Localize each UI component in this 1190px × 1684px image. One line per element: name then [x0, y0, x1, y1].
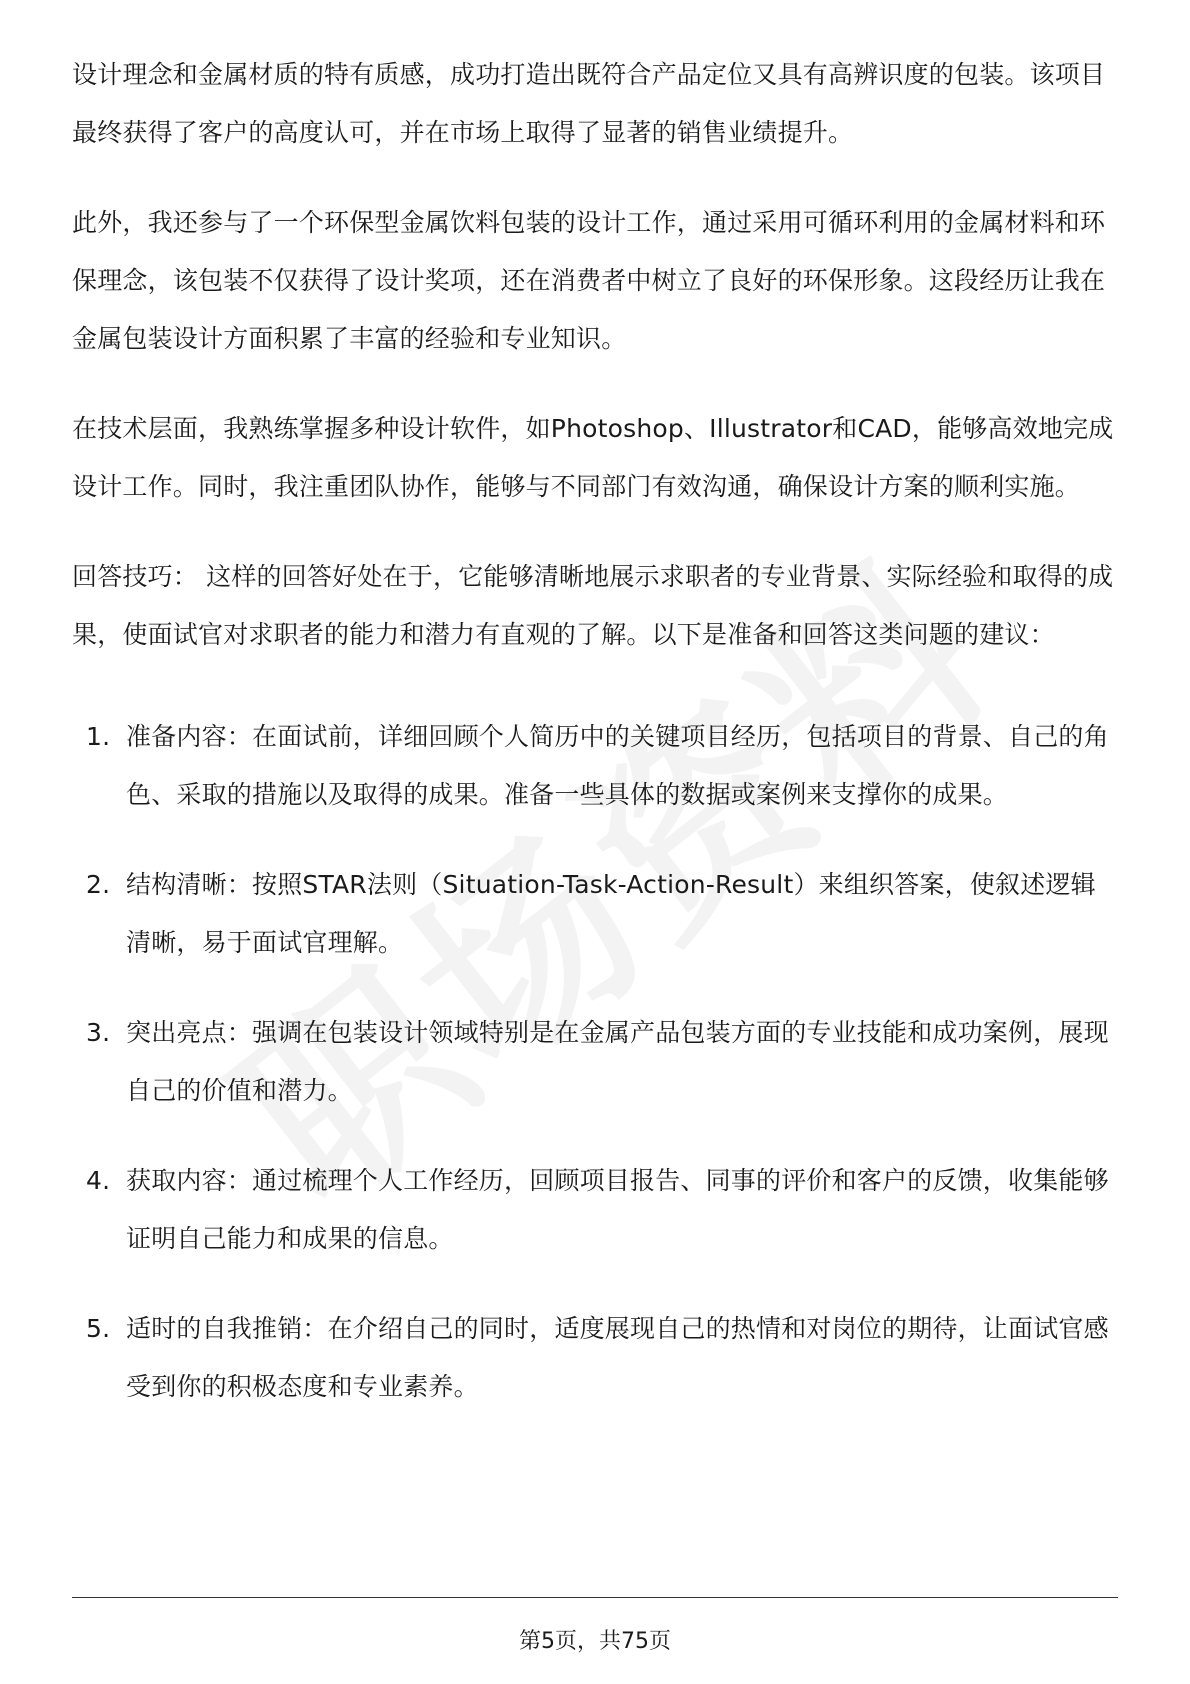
- list-item: [72, 708, 1118, 824]
- list-number: 3.: [86, 1018, 111, 1047]
- answer-tips-intro: 回答技巧： 这样的回答好处在于，它能够清晰地展示求职者的专业背景、实际经验和取得的成果，使面试官对求职者的能力和潜力有直观的了解。以下是准备和回答这类问题的建议：: [72, 562, 1114, 649]
- list-item-text: 突出亮点：强调在包装设计领域特别是在金属产品包装方面的专业技能和成功案例，展现自己的价值和潜力。: [126, 1018, 1109, 1105]
- list-item: [72, 1300, 1118, 1416]
- tips-list: [72, 708, 1118, 1416]
- list-item-text: 准备内容：在面试前，详细回顾个人简历中的关键项目经历，包括项目的背景、自己的角色、采取的措施以及取得的成果。准备一些具体的数据或案例来支撑你的成果。: [126, 722, 1109, 809]
- page-number: 第5页，共75页: [519, 1629, 671, 1654]
- list-item-text: 获取内容：通过梳理个人工作经历，回顾项目报告、同事的评价和客户的反馈，收集能够证明自己能力和成果的信息。: [126, 1166, 1109, 1253]
- list-number: 4.: [86, 1166, 111, 1195]
- list-number: 2.: [86, 870, 111, 899]
- footer-divider: [72, 1597, 1118, 1598]
- list-item: [72, 856, 1118, 972]
- document-page: [72, 46, 1118, 1448]
- paragraph: 此外，我还参与了一个环保型金属饮料包装的设计工作，通过采用可循环利用的金属材料和环保理念，该包装不仅获得了设计奖项，还在消费者中树立了良好的环保形象。这段经历让我在金属包装设计方面积累了丰富的经验和专业知识。: [72, 208, 1106, 353]
- list-item-text: 结构清晰：按照STAR法则（Situation-Task-Action-Result）来组织答案，使叙述逻辑清晰，易于面试官理解。: [126, 870, 1096, 957]
- list-number: 5.: [86, 1314, 111, 1343]
- list-item-text: 适时的自我推销：在介绍自己的同时，适度展现自己的热情和对岗位的期待，让面试官感受到你的积极态度和专业素养。: [126, 1314, 1109, 1401]
- list-number: 1.: [86, 722, 111, 751]
- list-item: [72, 1004, 1118, 1120]
- paragraph: 设计理念和金属材质的特有质感，成功打造出既符合产品定位又具有高辨识度的包装。该项目最终获得了客户的高度认可，并在市场上取得了显著的销售业绩提升。: [72, 60, 1106, 147]
- paragraph: 在技术层面，我熟练掌握多种设计软件，如Photoshop、Illustrator和CAD，能够高效地完成设计工作。同时，我注重团队协作，能够与不同部门有效沟通，确保设计方案的顺利实施。: [72, 414, 1114, 501]
- list-item: [72, 1152, 1118, 1268]
